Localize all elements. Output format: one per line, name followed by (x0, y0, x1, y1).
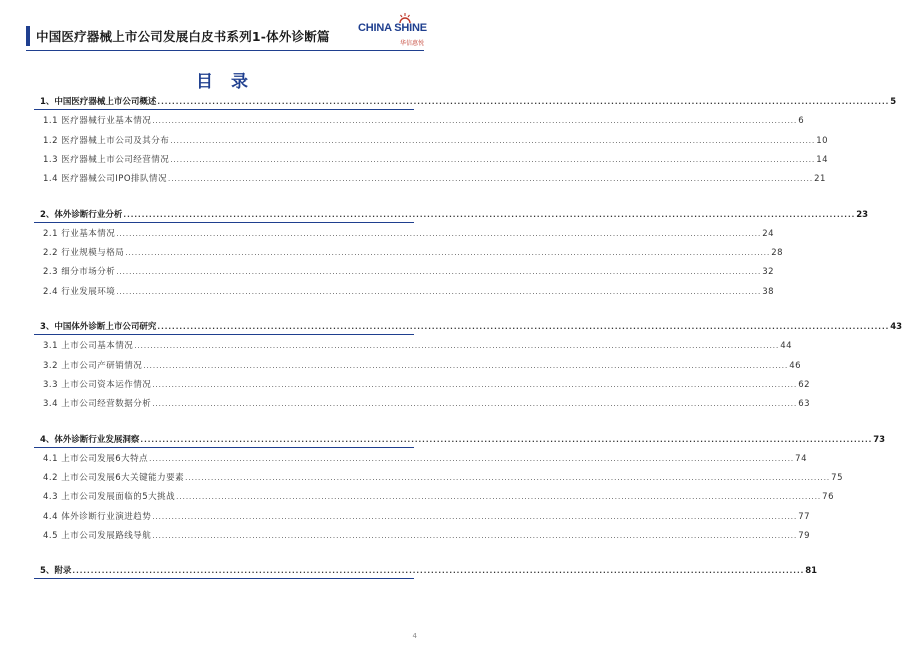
toc-entry-label: 1.3 医疗器械上市公司经营情况 (43, 154, 170, 165)
toc-subsection-entry[interactable] (43, 357, 802, 371)
toc-section-entry[interactable] (40, 431, 886, 445)
toc-entry-page: 81 (805, 566, 818, 577)
toc-leader-dots: ........................................................................................................................................................................................................ (134, 342, 780, 351)
section-divider (34, 109, 414, 110)
toc-leader-dots: ........................................................................................................................................................................................................ (143, 361, 789, 370)
toc-leader-dots: ........................................................................................................................................................................................................ (170, 155, 816, 164)
toc-subsection-entry[interactable] (43, 244, 784, 259)
toc-subsection-entry[interactable] (43, 469, 843, 484)
toc-entry-label: 1.4 医疗器械公司IPO排队情况 (43, 174, 168, 185)
toc-entry-label: 2.4 行业发展环境 (43, 286, 116, 297)
company-logo (358, 12, 427, 47)
toc-subsection-entry[interactable] (43, 132, 829, 146)
toc-entry-label: 1.1 医疗器械行业基本情况 (43, 116, 152, 127)
toc-entry-page: 79 (798, 531, 811, 541)
toc-subsection-entry[interactable] (43, 527, 811, 541)
logo-text: CHINA SHINE (358, 22, 427, 34)
toc-leader-dots: ........................................................................................................................................................................................................ (170, 136, 816, 145)
toc-entry-label: 2、体外诊断行业分析 (40, 209, 123, 220)
toc-leader-dots: ........................................................................................................................................................................................................ (72, 567, 805, 576)
section-divider (34, 334, 414, 335)
toc-subsection-entry[interactable] (43, 395, 811, 410)
toc-entry-label: 3、中国体外诊断上市公司研究 (40, 322, 157, 332)
toc-leader-dots: ........................................................................................................................................................................................................ (152, 117, 798, 126)
toc-entry-page: 10 (816, 135, 829, 146)
toc-entry-page: 6 (798, 116, 805, 127)
section-divider (34, 578, 414, 579)
toc-entry-page: 28 (771, 248, 784, 259)
toc-entry-page: 43 (890, 322, 902, 332)
toc-leader-dots: ........................................................................................................................................................................................................ (152, 512, 798, 521)
page-number: 4 (412, 632, 417, 640)
toc-entry-label: 4.4 体外诊断行业演进趋势 (43, 511, 152, 522)
toc-subsection-entry[interactable] (43, 263, 775, 278)
toc-subsection-entry[interactable] (43, 151, 829, 165)
toc-entry-page: 21 (814, 174, 826, 185)
header-rule (26, 50, 424, 51)
toc-subsection-entry[interactable] (43, 337, 793, 352)
toc-entry-label: 4、体外诊断行业发展洞察 (40, 434, 140, 445)
header-accent-bar (26, 26, 30, 46)
toc-entry-page: 73 (873, 434, 886, 445)
toc-leader-dots: ........................................................................................................................................................................................................ (152, 532, 798, 540)
toc-leader-dots: ........................................................................................................................................................................................................ (176, 493, 822, 502)
logo-subtext: 华信惠悦 (399, 40, 424, 47)
toc-entry-label: 4.5 上市公司发展路线导航 (43, 531, 152, 541)
page-header (26, 22, 427, 50)
toc-section-entry[interactable] (40, 562, 818, 577)
toc-title: 目 录 (196, 72, 254, 92)
toc-entry-label: 2.1 行业基本情况 (43, 228, 116, 239)
toc-leader-dots: ........................................................................................................................................................................................................ (152, 400, 798, 409)
section-divider (34, 222, 414, 223)
toc-leader-dots: ........................................................................................................................................................................................................ (157, 98, 890, 106)
toc-leader-dots: ........................................................................................................................................................................................................ (116, 229, 762, 238)
toc-subsection-entry[interactable] (43, 225, 775, 239)
toc-subsection-entry[interactable] (43, 376, 811, 390)
toc-entry-page: 74 (795, 453, 807, 464)
toc-entry-label: 4.1 上市公司发展6大特点 (43, 453, 149, 464)
toc-subsection-entry[interactable] (43, 283, 775, 297)
toc-leader-dots: ........................................................................................................................................................................................................ (125, 249, 771, 258)
toc-entry-label: 2.3 细分市场分析 (43, 267, 116, 278)
toc-entry-page: 46 (789, 360, 802, 371)
toc-leader-dots: ........................................................................................................................................................................................................ (149, 454, 795, 463)
toc-entry-label: 5、附录 (40, 566, 72, 577)
toc-entry-label: 1、中国医疗器械上市公司概述 (40, 97, 157, 107)
toc-entry-page: 32 (762, 267, 775, 278)
toc-entry-label: 4.2 上市公司发展6大关键能力要素 (43, 473, 185, 484)
toc-entry-label: 3.4 上市公司经营数据分析 (43, 399, 152, 410)
toc-leader-dots: ........................................................................................................................................................................................................ (168, 175, 814, 184)
toc-subsection-entry[interactable] (43, 170, 826, 185)
toc-leader-dots: ........................................................................................................................................................................................................ (123, 210, 856, 219)
toc-section-entry[interactable] (40, 206, 869, 220)
toc-entry-page: 38 (762, 286, 775, 297)
toc-entry-page: 14 (816, 154, 829, 165)
toc-entry-page: 44 (780, 341, 793, 352)
section-divider (34, 447, 414, 448)
toc-entry-page: 77 (798, 511, 811, 522)
toc-entry-label: 3.1 上市公司基本情况 (43, 341, 134, 352)
toc-entry-page: 23 (856, 209, 869, 220)
toc-section-entry[interactable] (40, 93, 897, 107)
toc-entry-label: 4.3 上市公司发展面临的5大挑战 (43, 492, 176, 503)
toc-entry-page: 76 (822, 492, 834, 503)
toc-subsection-entry[interactable] (43, 508, 811, 522)
toc-entry-page: 62 (798, 379, 811, 390)
toc-section-entry[interactable] (40, 318, 902, 332)
toc-leader-dots: ........................................................................................................................................................................................................ (140, 435, 873, 444)
toc-entry-label: 3.2 上市公司产研销情况 (43, 360, 143, 371)
toc-subsection-entry[interactable] (43, 488, 834, 503)
toc-leader-dots: ........................................................................................................................................................................................................ (185, 474, 831, 483)
toc-entry-label: 3.3 上市公司资本运作情况 (43, 379, 152, 390)
toc-leader-dots: ........................................................................................................................................................................................................ (116, 287, 762, 296)
toc-entry-label: 2.2 行业规模与格局 (43, 248, 125, 259)
toc-subsection-entry[interactable] (43, 450, 807, 464)
toc-leader-dots: ........................................................................................................................................................................................................ (157, 323, 890, 331)
toc-subsection-entry[interactable] (43, 112, 805, 127)
toc-entry-page: 5 (890, 97, 897, 107)
toc-entry-page: 75 (831, 473, 843, 484)
toc-leader-dots: ........................................................................................................................................................................................................ (116, 268, 762, 277)
toc-leader-dots: ........................................................................................................................................................................................................ (152, 380, 798, 389)
toc-entry-label: 1.2 医疗器械上市公司及其分布 (43, 135, 170, 146)
toc-entry-page: 24 (762, 228, 775, 239)
toc-entry-page: 63 (798, 399, 811, 410)
document-title: 中国医疗器械上市公司发展白皮书系列1-体外诊断篇 (36, 29, 330, 44)
